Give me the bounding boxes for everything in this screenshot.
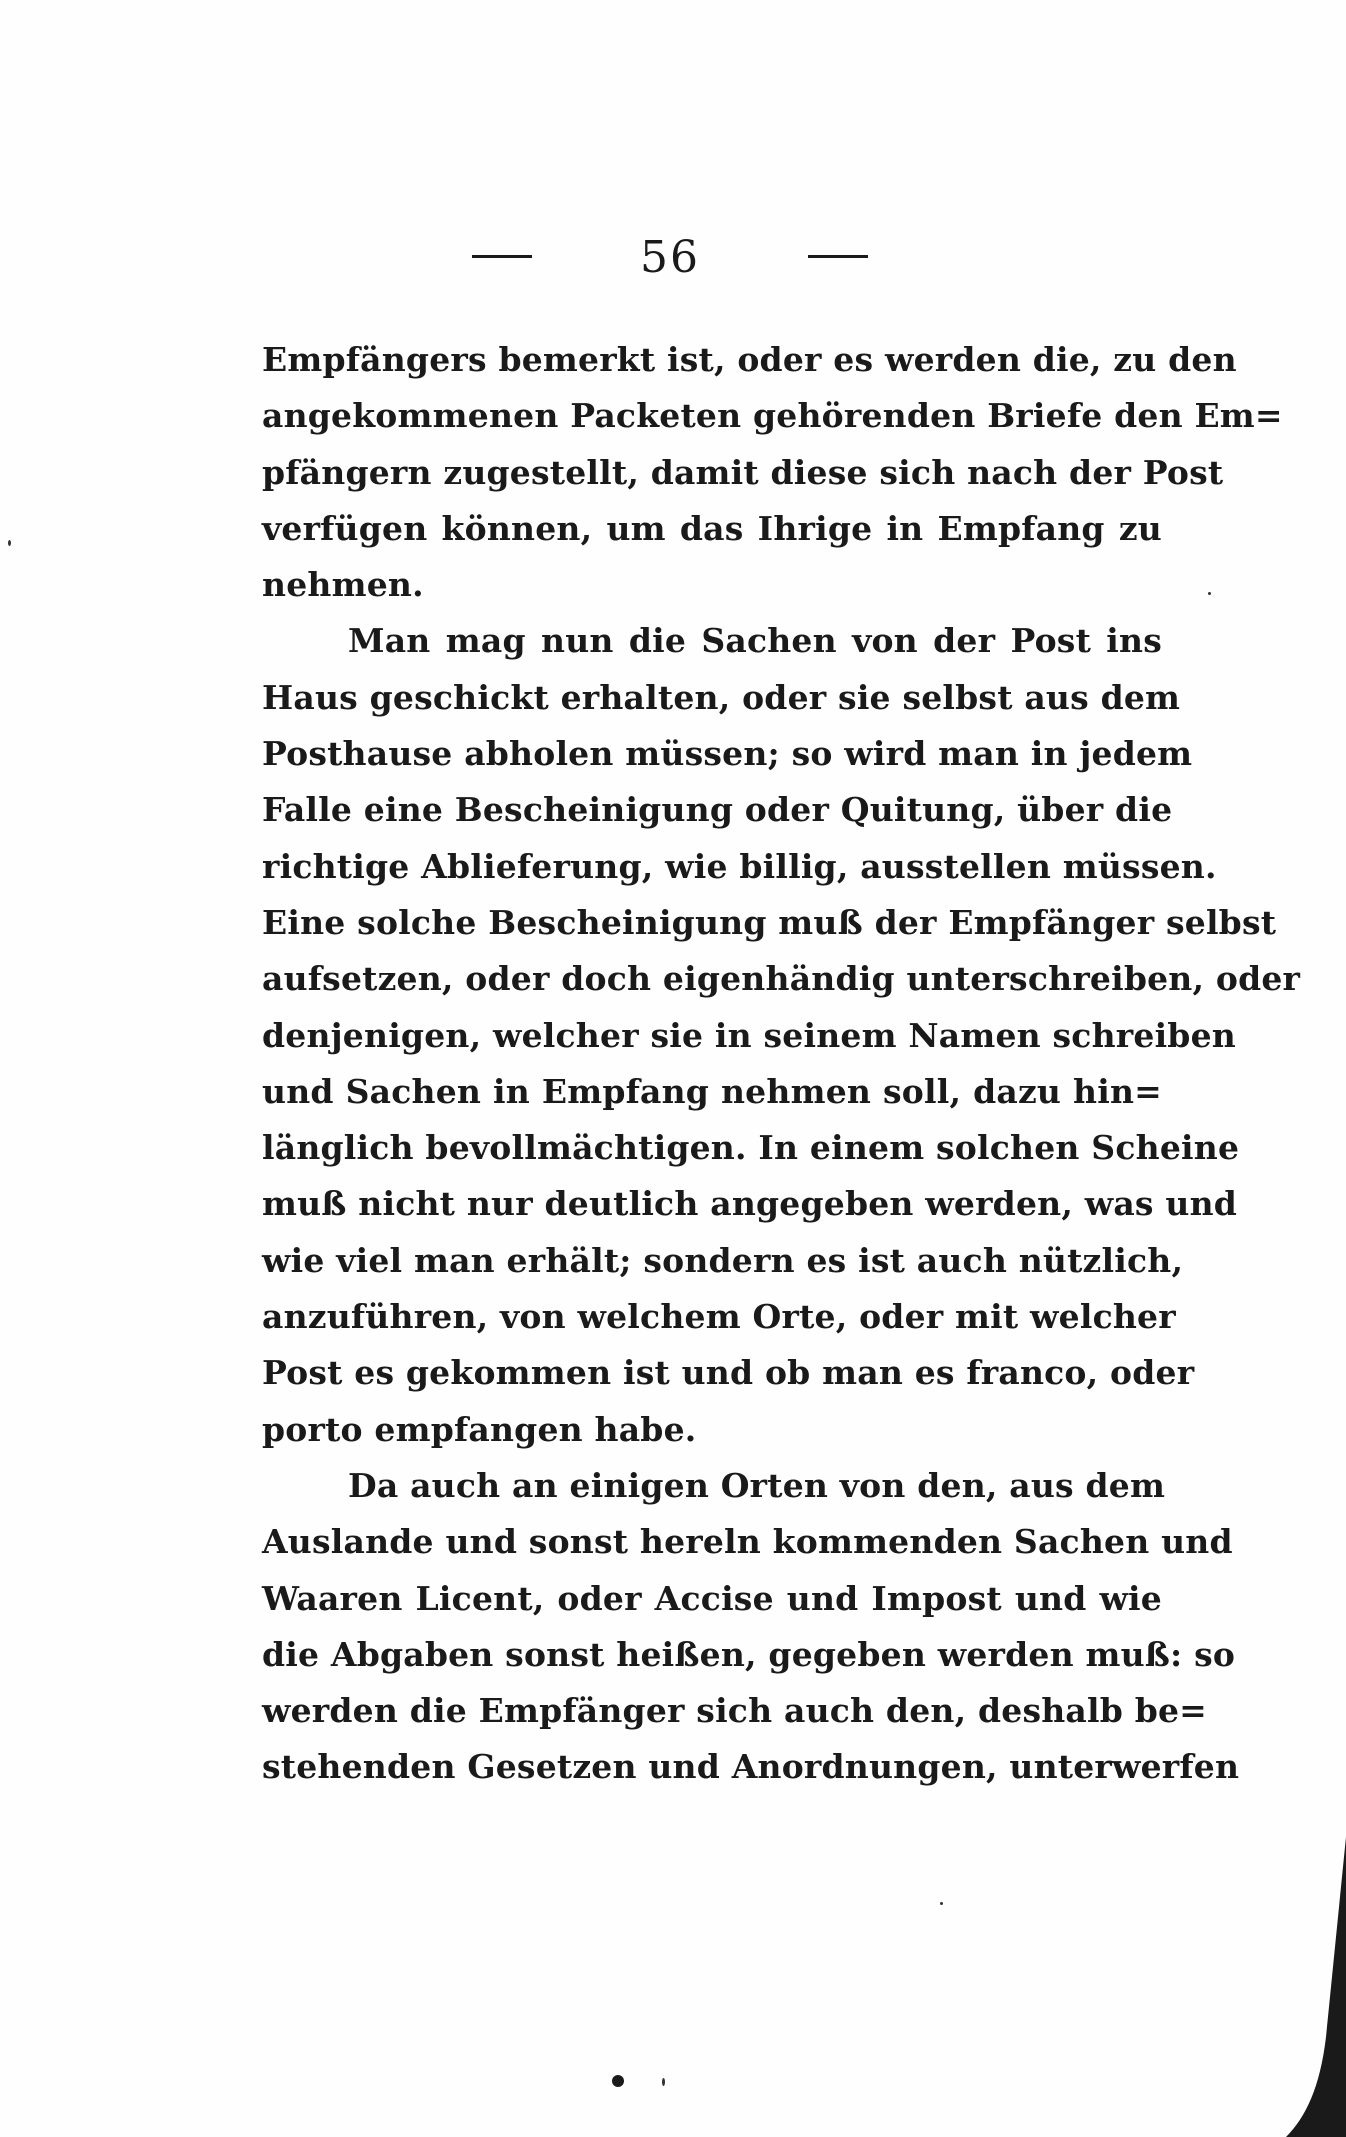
text-line: Posthause abholen müssen; so wird man in jedem: [262, 734, 1193, 774]
text-line: muß nicht nur deutlich angegeben werden, was und: [262, 1184, 1238, 1224]
text-line: verfügen können, um das Ihrige in Empfang zu: [262, 508, 1162, 548]
text-line: werden die Empfänger sich auch den, deshalb be=: [262, 1691, 1208, 1731]
ink-speck: [662, 2078, 665, 2086]
page-edge-mark: [1286, 1837, 1346, 2137]
page-header: [0, 228, 1346, 288]
text-line: angekommenen Packeten gehörenden Briefe den Em=: [262, 396, 1283, 436]
text-line: Eine solche Bescheinigung muß der Empfänger selbst: [262, 902, 1277, 942]
paragraph-start: Man mag nun die Sachen von der Post ins: [348, 621, 1162, 661]
text-line: wie viel man erhält; sondern es ist auch nützlich,: [262, 1240, 1184, 1280]
ink-speck: [8, 540, 11, 546]
text-line: stehenden Gesetzen und Anordnungen, unterwerfen: [262, 1747, 1240, 1787]
text-line: Empfängers bemerkt ist, oder es werden die, zu den: [262, 340, 1237, 379]
text-line: porto empfangen habe.: [262, 1409, 697, 1449]
text-line: und Sachen in Empfang nehmen soll, dazu hin=: [262, 1071, 1162, 1111]
text-line: nehmen.: [262, 565, 424, 605]
text-line: Haus geschickt erhalten, oder sie selbst aus dem: [262, 677, 1181, 717]
text-line: pfängern zugestellt, damit diese sich nach der Post: [262, 452, 1224, 492]
page-number: 56: [640, 232, 700, 283]
ink-speck: [1208, 592, 1211, 595]
ink-dot: [612, 2075, 624, 2087]
header-dash-left: [472, 255, 532, 258]
text-line: Auslande und sonst hereln kommenden Sachen und: [262, 1522, 1233, 1562]
header-dash-right: [808, 255, 868, 258]
text-line: Falle eine Bescheinigung oder Quitung, über die: [262, 790, 1173, 830]
text-line: aufsetzen, oder doch eigenhändig unterschreiben, oder: [262, 959, 1301, 999]
ink-speck: [940, 1902, 943, 1905]
text-line: Waaren Licent, oder Accise und Impost und wie: [262, 1578, 1162, 1618]
body-text: [262, 332, 1301, 1796]
text-line: denjenigen, welcher sie in seinem Namen schreiben: [262, 1015, 1236, 1055]
paragraph-start: Da auch an einigen Orten von den, aus dem: [348, 1465, 1166, 1505]
text-line: die Abgaben sonst heißen, gegeben werden muß: so: [262, 1634, 1236, 1674]
text-line: Post es gekommen ist und ob man es franco, oder: [262, 1353, 1195, 1393]
text-line: anzuführen, von welchem Orte, oder mit welcher: [262, 1297, 1176, 1337]
text-line: richtige Ablieferung, wie billig, ausstellen müssen.: [262, 846, 1217, 886]
text-line: länglich bevollmächtigen. In einem solchen Scheine: [262, 1128, 1240, 1168]
